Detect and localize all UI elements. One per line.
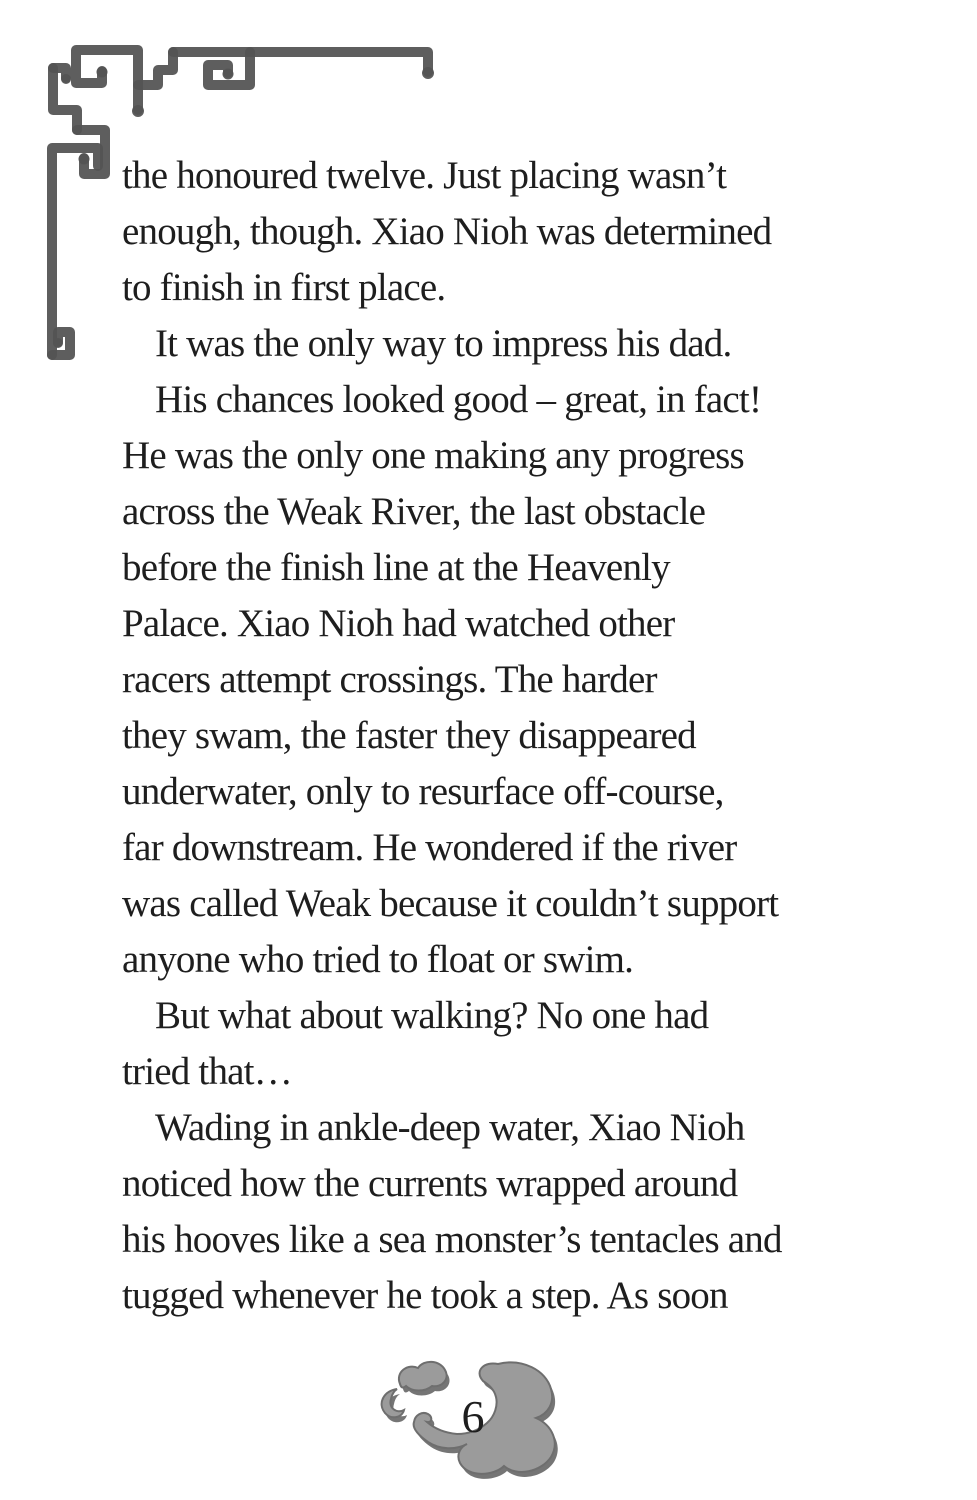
- text-line: It was the only way to impress his dad.: [155, 322, 732, 365]
- text-line: they swam, the faster they disappeared: [122, 714, 696, 757]
- text-line: His chances looked good – great, in fact!: [155, 378, 762, 421]
- text-line: to finish in first place.: [122, 266, 446, 309]
- text-line: racers attempt crossings. The harder: [122, 658, 657, 701]
- page-number: 6: [461, 1391, 485, 1442]
- text-line: underwater, only to resurface off-course,: [122, 770, 724, 813]
- text-line: across the Weak River, the last obstacle: [122, 490, 706, 533]
- text-block: [122, 148, 887, 1324]
- text-line: his hooves like a sea monster’s tentacles and: [122, 1218, 782, 1261]
- text-line: before the finish line at the Heavenly: [122, 546, 670, 589]
- text-line: Palace. Xiao Nioh had watched other: [122, 602, 675, 645]
- text-line: But what about walking? No one had: [155, 994, 709, 1037]
- text-line: was called Weak because it couldn’t support: [122, 882, 779, 925]
- text-line: tried that…: [122, 1050, 292, 1093]
- text-line: tugged whenever he took a step. As soon: [122, 1274, 728, 1317]
- text-line: anyone who tried to float or swim.: [122, 938, 634, 981]
- text-line: He was the only one making any progress: [122, 434, 744, 477]
- text-line: Wading in ankle-deep water, Xiao Nioh: [155, 1106, 745, 1149]
- text-line: the honoured twelve. Just placing wasn’t: [122, 154, 727, 197]
- text-line: far downstream. He wondered if the river: [122, 826, 737, 869]
- text-line: noticed how the currents wrapped around: [122, 1162, 738, 1205]
- text-line: enough, though. Xiao Nioh was determined: [122, 210, 772, 253]
